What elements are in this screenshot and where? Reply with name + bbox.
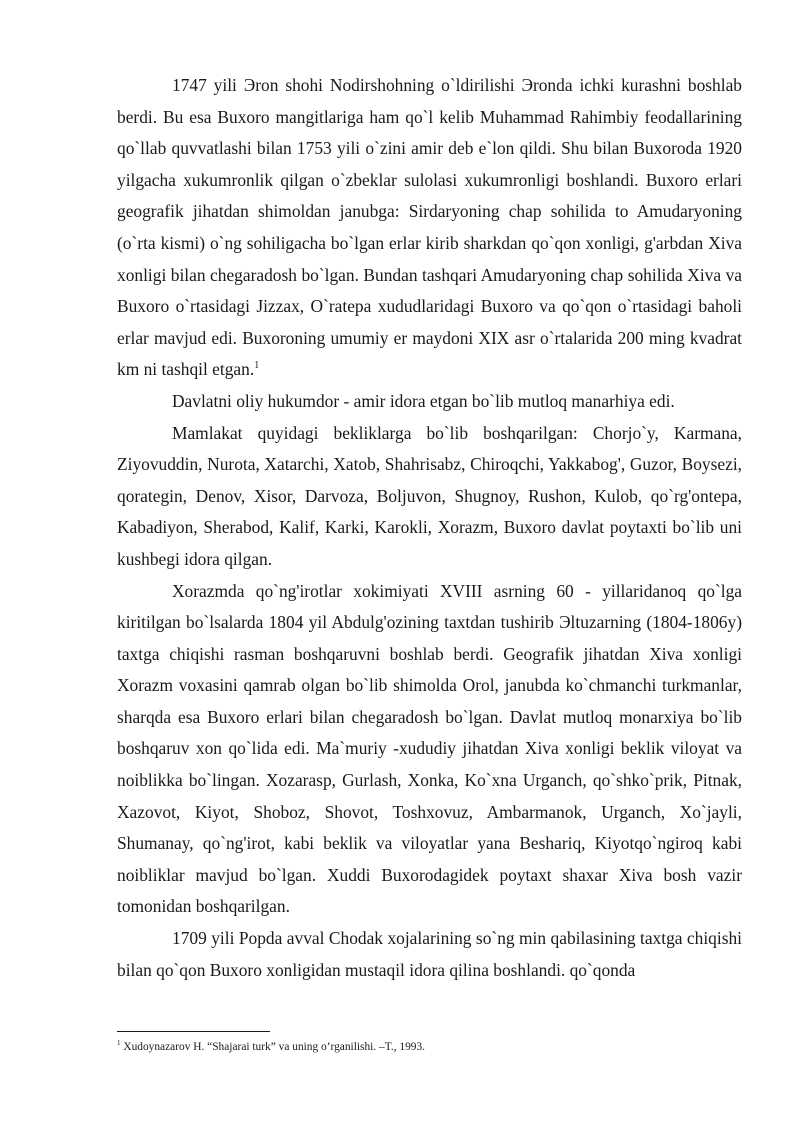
paragraph-1 [117, 70, 742, 386]
paragraph-4: Xorazmda qo`ng'irotlar xokimiyati XVIII asrning 60 - yillaridanoq qo`lga kiritilgan bo`lsalarda 1804 yil Abdulg'ozining taxtdan tushirib Эltuzarning (1804-1806y) taxtga chiqishi rasman boshqaruvni boshlab berdi. Geografik jihatdan Xiva xonligi Xorazm voxasini qamrab olgan bo`lib shimolda Orol, janubda ko`chmanchi turkmanlar, sharqda esa Buxoro erlari bilan chegaradosh bo`lgan. Davlat mutloq monarxiya bo`lib boshqaruv xon qo`lida edi. Ma`muriy -xududiy jihatdan Xiva xonligi beklik viloyat va noiblikka bo`lingan. Xozarasp, Gurlash, Xonka, Ko`xna Urganch, qo`shko`prik, Pitnak, Xazovot, Kiyot, Shoboz, Shovot, Toshxovuz, Ambarmanok, Urganch, Xo`jayli, Shumanay, qo`ng'irot, kabi beklik va viloyatlar yana Beshariq, Kiyotqo`ngiroq kabi noibliklar mavjud bo`lgan. Xuddi Buxorodagidek poytaxt shaxar Xiva bosh vazir tomonidan boshqarilgan. [117, 580, 742, 917]
footnote-marker: 1 [117, 1039, 121, 1048]
footnote [117, 1040, 742, 1054]
body-text [117, 70, 742, 986]
footnote-reference: 1 [254, 360, 260, 372]
paragraph-3: Mamlakat quyidagi bekliklarga bo`lib boshqarilgan: Chorjo`y, Karmana, Ziyovuddin, Nurota, Xatarchi, Xatob, Shahrisabz, Chiroqchi, Yakkabog', Guzor, Boysezi, qorategin, Denov, Xisor, Darvoza, Boljuvon, Shugnoy, Rushon, Kulob, qo`rg'ontepa, Kabadiyon, Sherabod, Kalif, Karki, Karokli, Xorazm, Buxoro davlat poytaxti bo`lib uni kushbegi idora qilgan. [117, 422, 742, 569]
paragraph-1-text: 1747 yili Эron shohi Nodirshohning o`ldirilishi Эronda ichki kurashni boshlab berdi. Bu esa Buxoro mangitlariga ham qo`l kelib Muhammad Rahimbiy feodallarining qo`llab quvvatlashi bilan 1753 yili o`zini amir deb e`lon qildi. Shu bilan Buxoroda 1920 yilgacha xukumronlik qilgan o`zbeklar sulolasi xukumronligi boshlandi. Buxoro erlari geografik jihatdan shimoldan janubga: Sirdaryoning chap sohilida to Amudaryoning (o`rta kismi) o`ng sohiligacha bo`lgan erlar kirib sharkdan qo`qon xonligi, g'arbdan Xiva xonligi bilan chegaradosh bo`lgan. Bundan tashqari Amudaryoning chap sohilida Xiva va Buxoro o`rtasidagi Jizzax, O`ratepa xududlaridagi Buxoro va qo`qon o`rtasidagi baholi erlar mavjud edi. Buxoroning umumiy er maydoni XIX asr o`rtalarida 200 ming kvadrat km ni tashqil etgan. [117, 75, 742, 380]
paragraph-2: Davlatni oliy hukumdor - amir idora etgan bo`lib mutloq manarhiya edi. [172, 390, 675, 411]
footnote-separator [117, 1031, 270, 1032]
paragraph-5: 1709 yili Popda avval Chodak xojalarining so`ng min qabilasining taxtga chiqishi bilan qo`qon Buxoro xonligidan mustaqil idora qilina boshlandi. qo`qonda [117, 928, 742, 980]
footnote-text: Xudoynazarov H. “Shajarai turk” va uning o’rganilishi. –T., 1993. [120, 1041, 426, 1053]
